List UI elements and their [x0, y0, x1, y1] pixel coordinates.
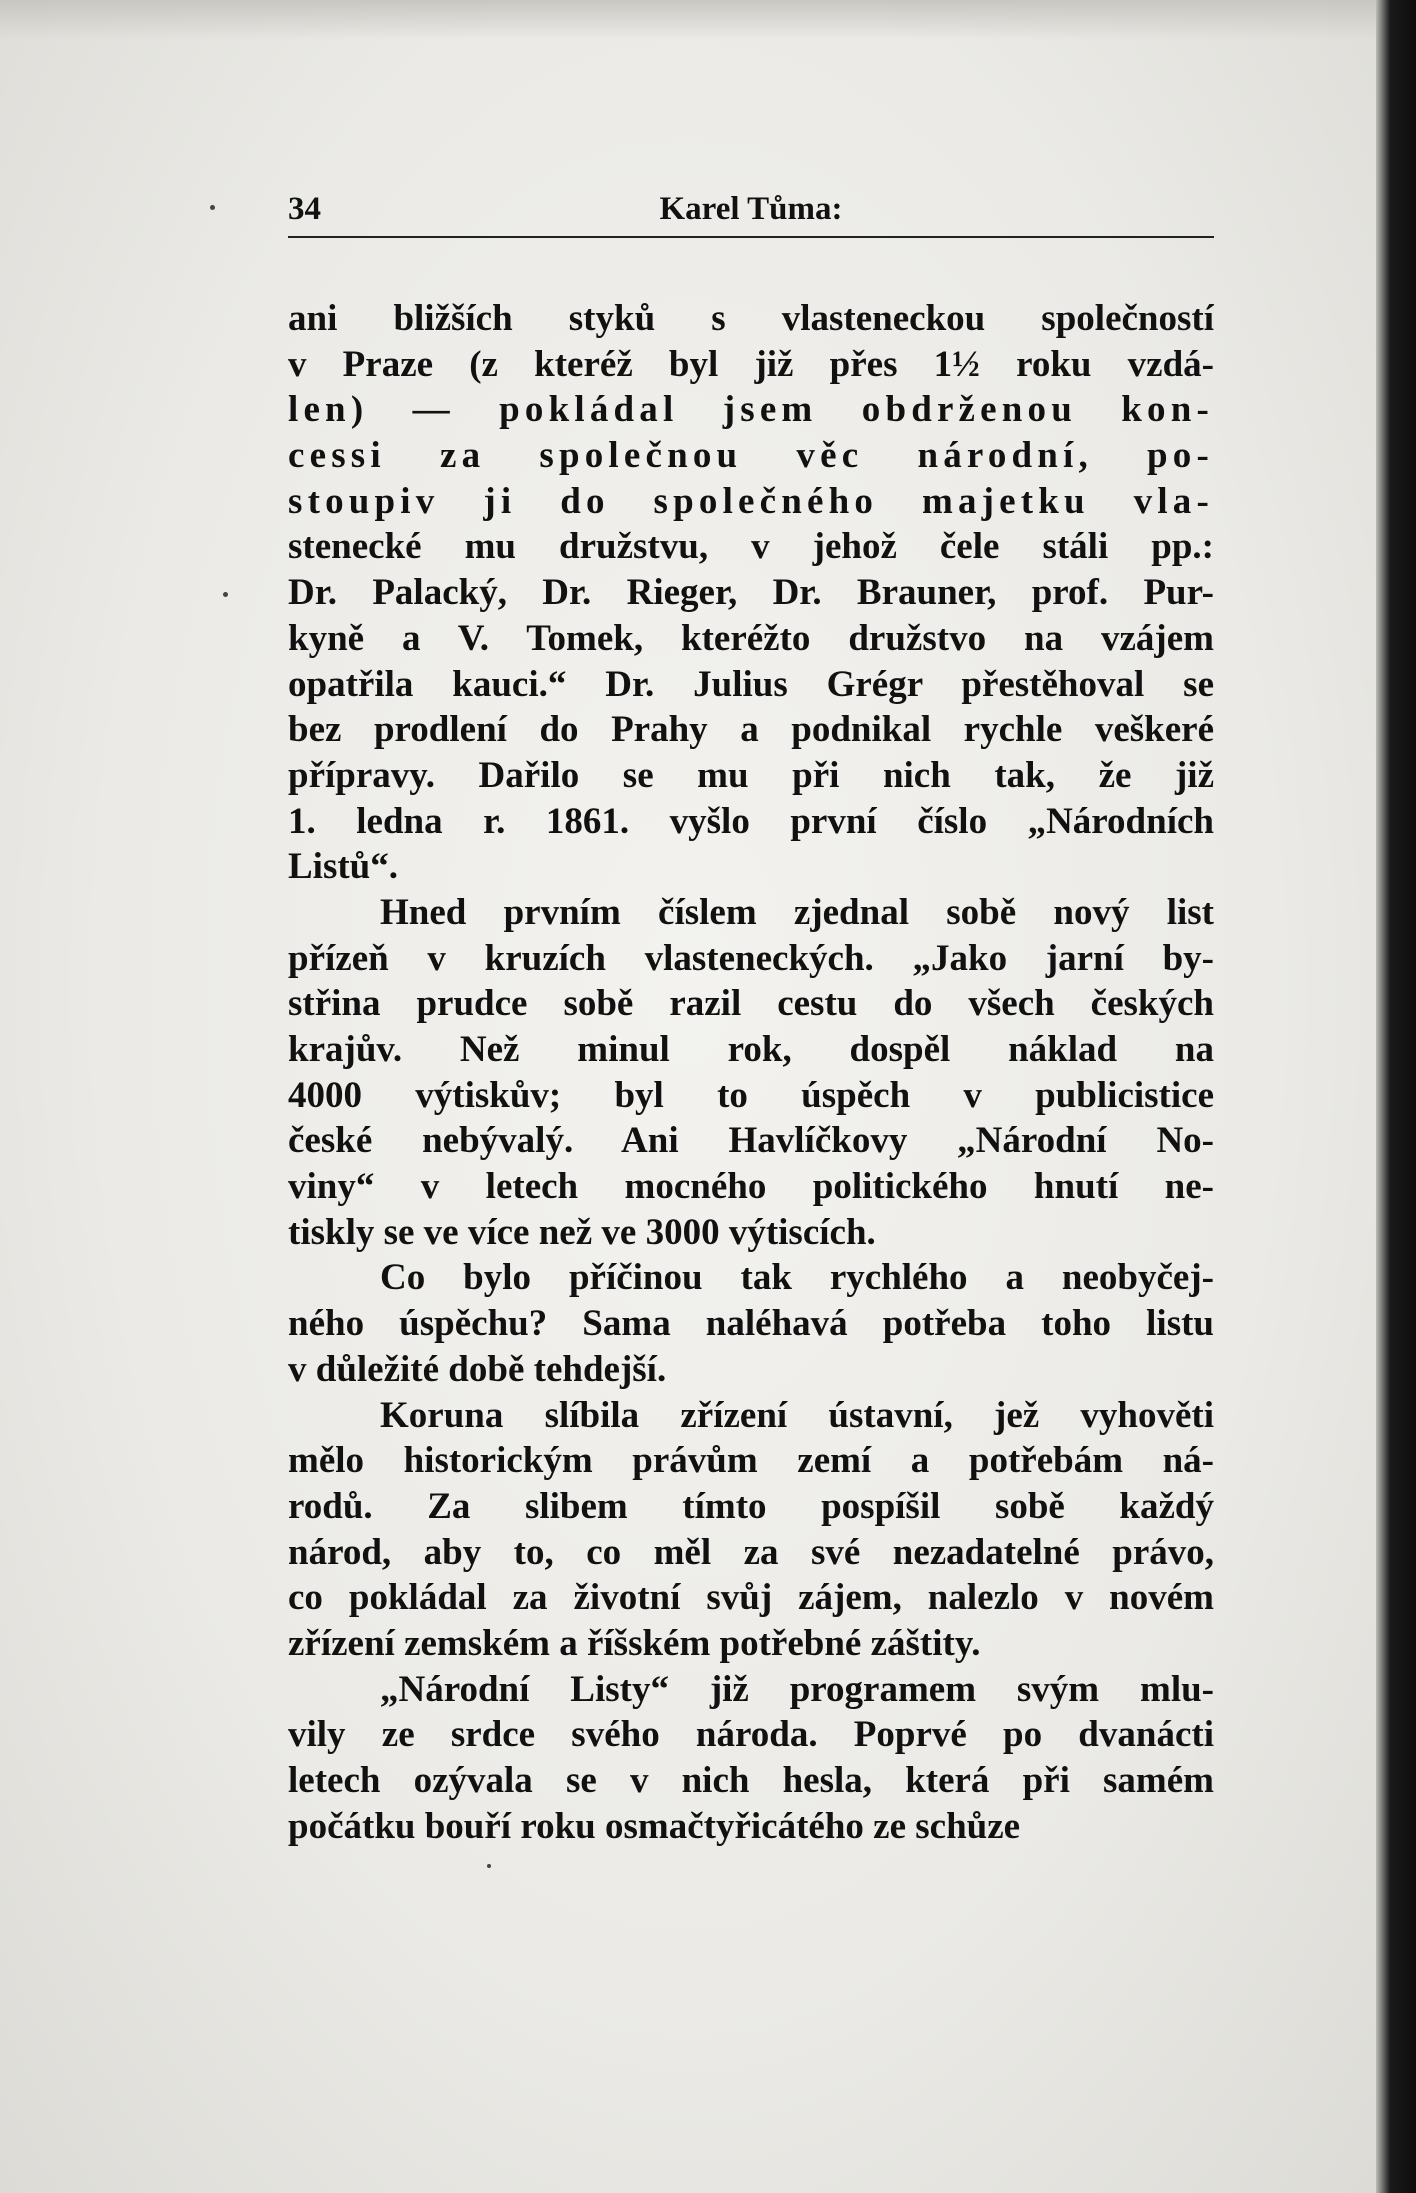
dust-speck	[223, 592, 228, 597]
text-line: Co bylo příčinou tak rychlého a neobyčej-	[380, 1257, 1214, 1299]
text-line: české nebývalý. Ani Havlíčkovy „Národní No-	[288, 1120, 1214, 1162]
text-line: stoupiv ji do společného majetku vla-	[288, 480, 1214, 522]
text-line: počátku bouří roku osmačtyřicátého ze schůze	[288, 1805, 1021, 1847]
text-line: v důležité době tehdejší.	[288, 1348, 667, 1390]
text-line: viny“ v letech mocného politického hnutí ne-	[288, 1166, 1214, 1208]
text-line: v Praze (z kteréž byl již přes 1½ roku vzdá-	[288, 343, 1214, 385]
text-line: kyně a V. Tomek, kteréžto družstvo na vzájem	[288, 617, 1214, 659]
text-line: přípravy. Dařilo se mu při nich tak, že již	[288, 754, 1214, 796]
text-line: Koruna slíbila zřízení ústavní, jež vyhověti	[380, 1394, 1214, 1436]
text-line: bez prodlení do Prahy a podnikal rychle veškeré	[288, 709, 1214, 751]
dust-speck	[210, 205, 215, 210]
text-line: vily ze srdce svého národa. Poprvé po dvanácti	[288, 1714, 1214, 1756]
text-line: 1. ledna r. 1861. vyšlo první číslo „Národních	[288, 800, 1214, 842]
text-line: ani bližších styků s vlasteneckou společností	[288, 298, 1214, 339]
text-line: letech ozývala se v nich hesla, která při samém	[288, 1760, 1214, 1801]
text-line: mělo historickým právům zemí a potřebám ná-	[288, 1440, 1214, 1482]
running-head-title: Karel Tůma:	[659, 191, 843, 227]
text-line: opatřila kauci.“ Dr. Julius Grégr přestěhoval se	[288, 663, 1214, 705]
text-line: ného úspěchu? Sama naléhavá potřeba toho listu	[288, 1303, 1214, 1345]
paragraph	[288, 296, 1214, 890]
text-line: přízeň v kruzích vlasteneckých. „Jako jarní by-	[288, 937, 1214, 979]
page-number: 34	[288, 191, 321, 227]
paragraph	[288, 1255, 1214, 1392]
text-line: len) — pokládal jsem obdrženou kon-	[288, 389, 1214, 431]
text-line: 4000 výtiskův; byl to úspěch v publicistice	[288, 1074, 1214, 1116]
text-line: střina prudce sobě razil cestu do všech českých	[288, 983, 1214, 1025]
paragraph	[288, 1393, 1214, 1667]
page-right-edge	[1376, 0, 1416, 2193]
paragraph	[288, 1667, 1214, 1850]
text-line: rodů. Za slibem tímto pospíšil sobě každý	[288, 1485, 1214, 1527]
text-line: „Národní Listy“ již programem svým mlu-	[380, 1668, 1214, 1710]
text-line: zřízení zemském a říšském potřebné záštity.	[288, 1622, 981, 1664]
text-line: tiskly se ve více než ve 3000 výtiscích.	[288, 1211, 876, 1253]
running-head	[288, 186, 1214, 238]
text-line: Dr. Palacký, Dr. Rieger, Dr. Brauner, prof. Pur-	[288, 572, 1214, 614]
dust-speck	[487, 1864, 491, 1868]
text-line: Listů“.	[288, 846, 399, 888]
text-line: stenecké mu družstvu, v jehož čele stáli pp.:	[288, 526, 1214, 568]
text-line: co pokládal za životní svůj zájem, nalezlo v novém	[288, 1577, 1214, 1619]
text-line: krajův. Než minul rok, dospěl náklad na	[288, 1029, 1214, 1070]
paragraph	[288, 890, 1214, 1256]
text-line: Hned prvním číslem zjednal sobě nový list	[380, 891, 1214, 933]
text-line: cessi za společnou věc národní, po-	[288, 435, 1214, 477]
page-top-shadow	[0, 0, 1376, 40]
text-line: národ, aby to, co měl za své nezadatelné právo,	[288, 1531, 1214, 1573]
body-text	[288, 296, 1214, 1849]
